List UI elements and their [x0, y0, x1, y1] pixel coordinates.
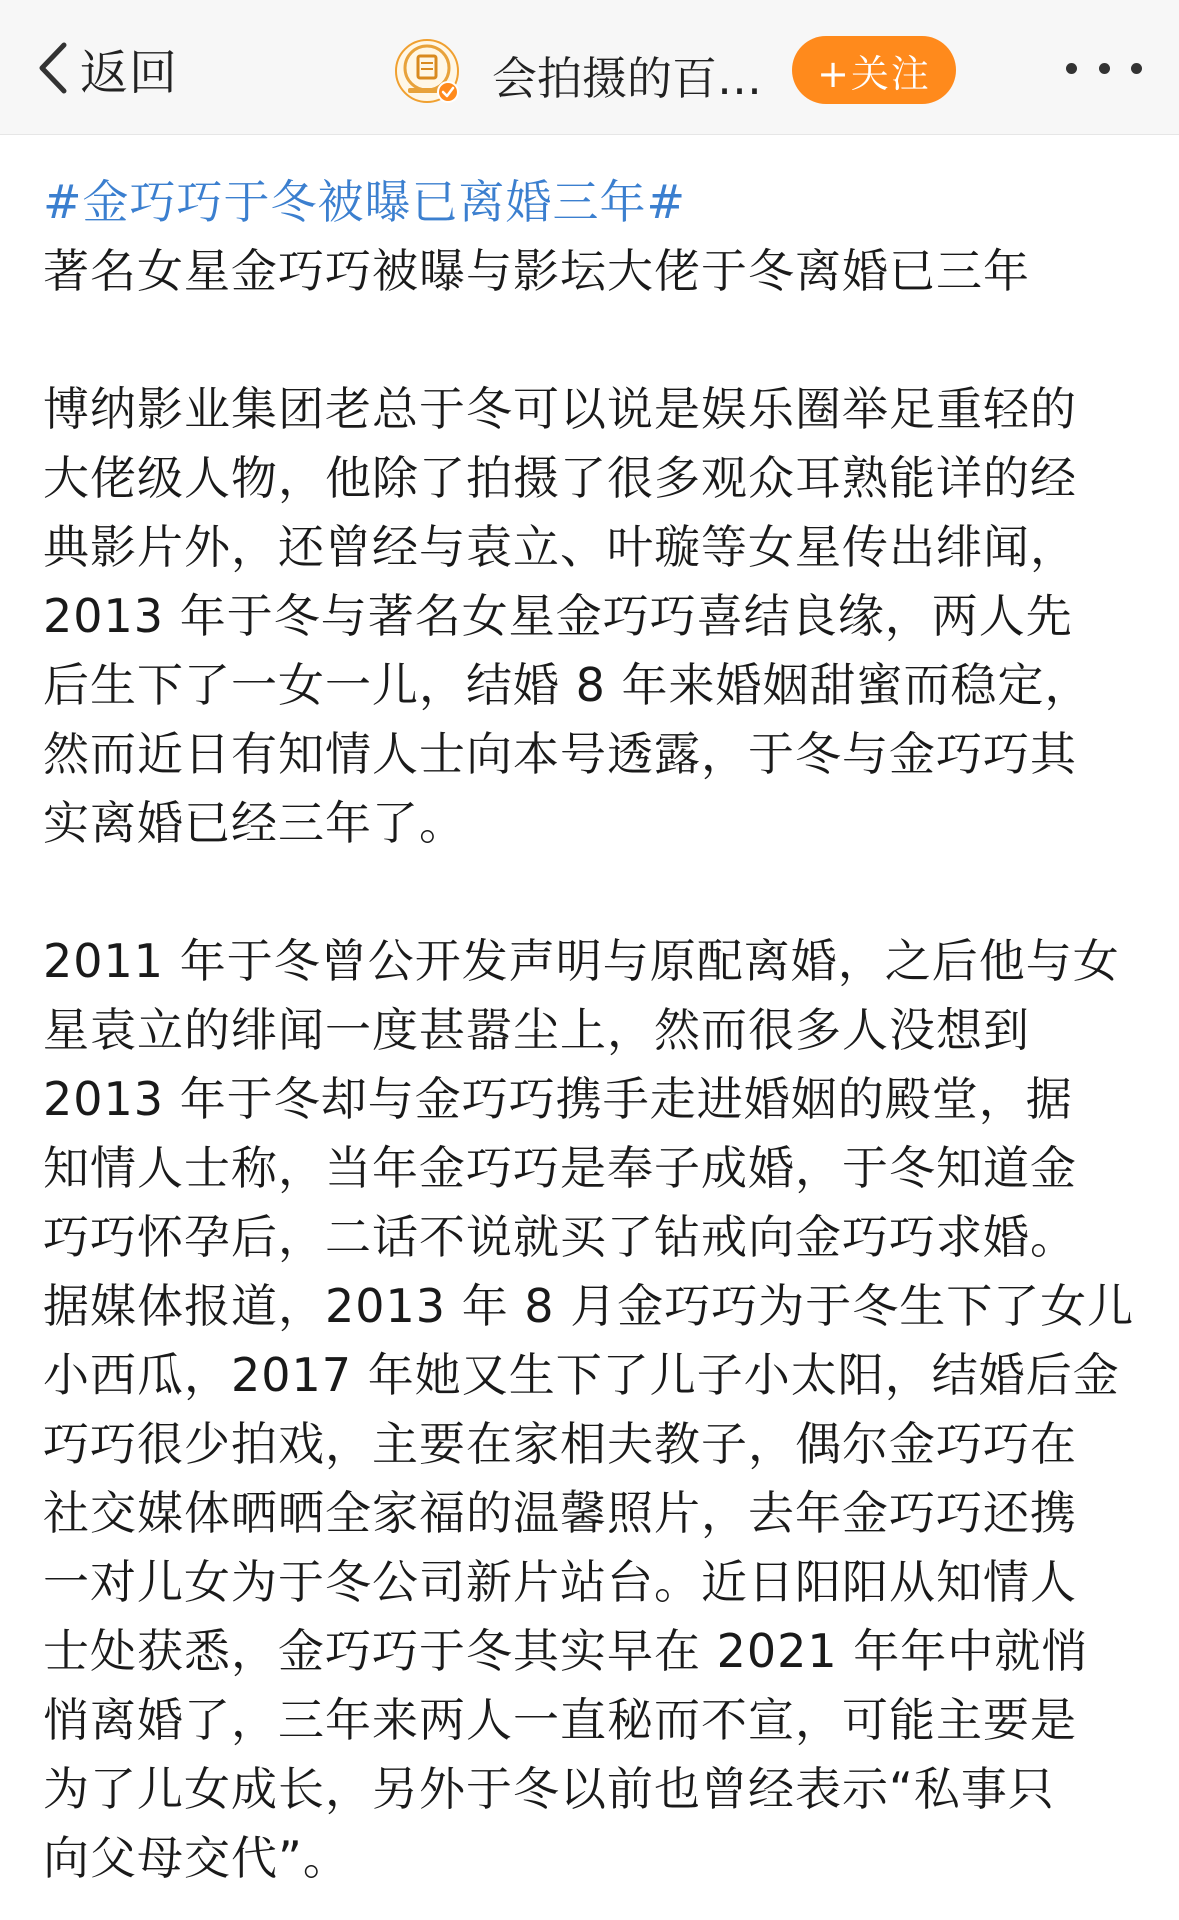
account-name[interactable]: 会拍摄的百…	[492, 52, 763, 105]
more-dots-icon[interactable]	[1066, 56, 1142, 80]
text-line: 社交媒体晒晒全家福的温馨照片，去年金巧巧还携	[43, 1486, 1077, 1540]
text-line: 一对儿女为于冬公司新片站台。近日阳阳从知情人	[43, 1555, 1077, 1609]
text-line: 2011 年于冬曾公开发声明与原配离婚，之后他与女	[43, 934, 1120, 988]
text-line: 士处获悉，金巧巧于冬其实早在 2021 年年中就悄	[43, 1624, 1089, 1678]
text-line: 2013 年于冬却与金巧巧携手走进婚姻的殿堂，据	[43, 1072, 1073, 1126]
text-line: 据媒体报道，2013 年 8 月金巧巧为于冬生下了女儿	[43, 1279, 1135, 1333]
more-dot	[1131, 63, 1142, 74]
paragraph-1	[43, 375, 1143, 858]
text-line: 向父母交代”。	[43, 1831, 350, 1885]
follow-button[interactable]: +关注	[792, 36, 956, 104]
top-navigation-bar	[0, 0, 1179, 135]
post-content	[43, 168, 1143, 1893]
text-line: 大佬级人物，他除了拍摄了很多观众耳熟能详的经	[43, 451, 1077, 505]
text-line: 星袁立的绯闻一度甚嚣尘上，然而很多人没想到	[43, 1003, 1030, 1057]
text-line: 巧巧很少拍戏，主要在家相夫教子，偶尔金巧巧在	[43, 1417, 1077, 1471]
text-line: 实离婚已经三年了。	[43, 796, 466, 850]
account-avatar-logo	[394, 38, 460, 104]
text-line: 悄离婚了，三年来两人一直秘而不宣，可能主要是	[43, 1693, 1077, 1747]
text-line: 博纳影业集团老总于冬可以说是娱乐圈举足重轻的	[43, 382, 1077, 436]
text-line: 2013 年于冬与著名女星金巧巧喜结良缘，两人先	[43, 589, 1073, 643]
more-dot	[1099, 63, 1110, 74]
paragraph-gap	[43, 306, 1143, 375]
text-line: 为了儿女成长，另外于冬以前也曾经表示“私事只	[43, 1762, 1055, 1816]
text-line: 然而近日有知情人士向本号透露，于冬与金巧巧其	[43, 727, 1077, 781]
post-subtitle: 著名女星金巧巧被曝与影坛大佬于冬离婚已三年	[43, 244, 1030, 298]
paragraph-gap	[43, 858, 1143, 927]
back-button[interactable]	[36, 38, 179, 101]
more-dot	[1066, 63, 1077, 74]
paragraph-2	[43, 927, 1143, 1893]
account-avatar[interactable]	[394, 38, 460, 104]
text-line: 小西瓜，2017 年她又生下了儿子小太阳，结婚后金	[43, 1348, 1120, 1402]
text-line: 巧巧怀孕后，二话不说就买了钻戒向金巧巧求婚。	[43, 1210, 1077, 1264]
text-line: 后生下了一女一儿，结婚 8 年来婚姻甜蜜而稳定，	[43, 658, 1092, 712]
hashtag-link[interactable]: #金巧巧于冬被曝已离婚三年#	[43, 175, 687, 229]
text-line: 知情人士称，当年金巧巧是奉子成婚，于冬知道金	[43, 1141, 1077, 1195]
back-label: 返回	[80, 44, 179, 101]
chevron-left-icon	[36, 39, 70, 97]
text-line: 典影片外，还曾经与袁立、叶璇等女星传出绯闻，	[43, 520, 1077, 574]
